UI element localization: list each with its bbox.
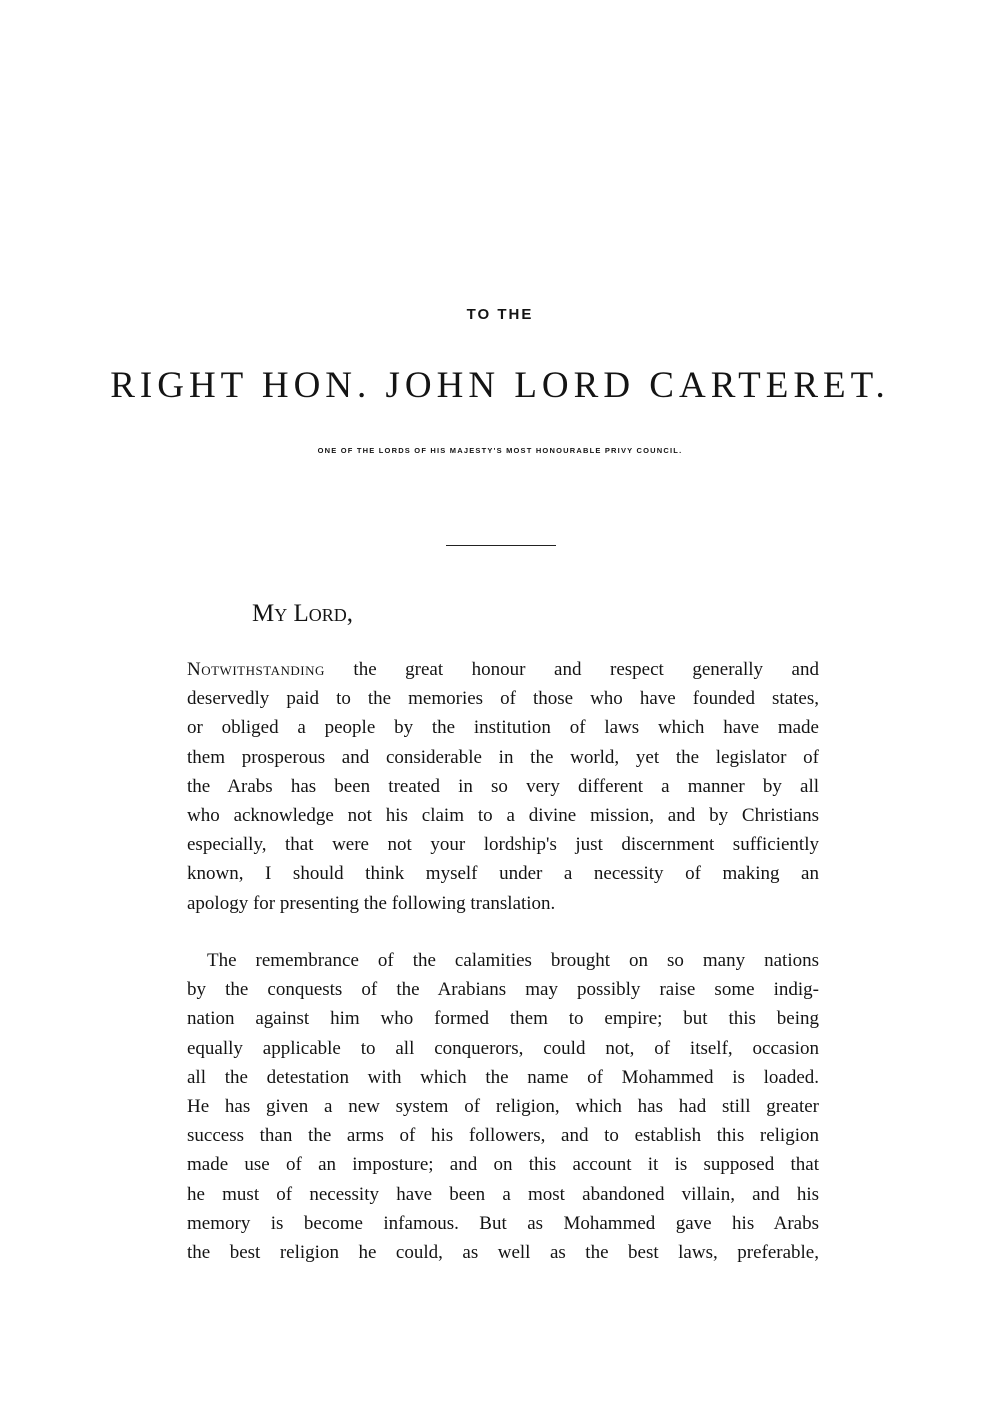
dedication-subtitle: ONE OF THE LORDS OF HIS MAJESTY'S MOST HONOURABLE PRIVY COUNCIL. — [317, 446, 683, 455]
paragraph-1-line: who acknowledge not his claim to a divine mission, and by Christians — [187, 805, 819, 827]
paragraph-1 — [187, 655, 819, 918]
paragraph-2-line: by the conquests of the Arabians may possibly raise some indig- — [187, 979, 819, 1001]
dedication-title: RIGHT HON. JOHN LORD CARTERET. — [110, 365, 890, 406]
paragraph-1-line: apology for presenting the following translation. — [187, 892, 556, 914]
line-text: the great honour and respect generally and — [324, 659, 819, 680]
dedication-prefix: TO THE — [466, 306, 534, 323]
paragraph-2 — [187, 946, 819, 1267]
paragraph-2-line: nation against him who formed them to empire; but this being — [187, 1008, 819, 1030]
paragraph-1-line: them prosperous and considerable in the world, yet the legislator of — [187, 746, 819, 768]
paragraph-1-line — [187, 655, 819, 684]
paragraph-2-line: memory is become infamous. But as Mohammed gave his Arabs — [187, 1212, 819, 1234]
paragraph-2-line: the best religion he could, as well as the best laws, preferable, — [187, 1242, 819, 1264]
paragraph-2-line: The remembrance of the calamities brought on so many nations — [207, 950, 819, 971]
paragraph-2-line: equally applicable to all conquerors, could not, of itself, occasion — [187, 1037, 819, 1059]
paragraph-2-line: made use of an imposture; and on this account it is supposed that — [187, 1154, 819, 1176]
paragraph-2-line: He has given a new system of religion, which has had still greater — [187, 1096, 819, 1118]
paragraph-1-line: especially, that were not your lordship's just discernment sufficiently — [187, 834, 819, 856]
divider-rule — [446, 545, 556, 546]
paragraph-1-line: deservedly paid to the memories of those who have founded states, — [187, 688, 819, 710]
paragraph-2-line: he must of necessity have been a most abandoned villain, and his — [187, 1183, 819, 1205]
paragraph-1-line: known, I should think myself under a necessity of making an — [187, 863, 819, 885]
paragraph-2-line: all the detestation with which the name of Mohammed is loaded. — [187, 1066, 819, 1088]
salutation: My Lord, — [252, 600, 354, 627]
lead-word: Notwithstanding — [187, 659, 325, 680]
paragraph-2-line: success than the arms of his followers, and to establish this religion — [187, 1125, 819, 1147]
paragraph-1-line: or obliged a people by the institution of laws which have made — [187, 717, 819, 739]
paragraph-1-line: the Arabs has been treated in so very different a manner by all — [187, 775, 819, 797]
